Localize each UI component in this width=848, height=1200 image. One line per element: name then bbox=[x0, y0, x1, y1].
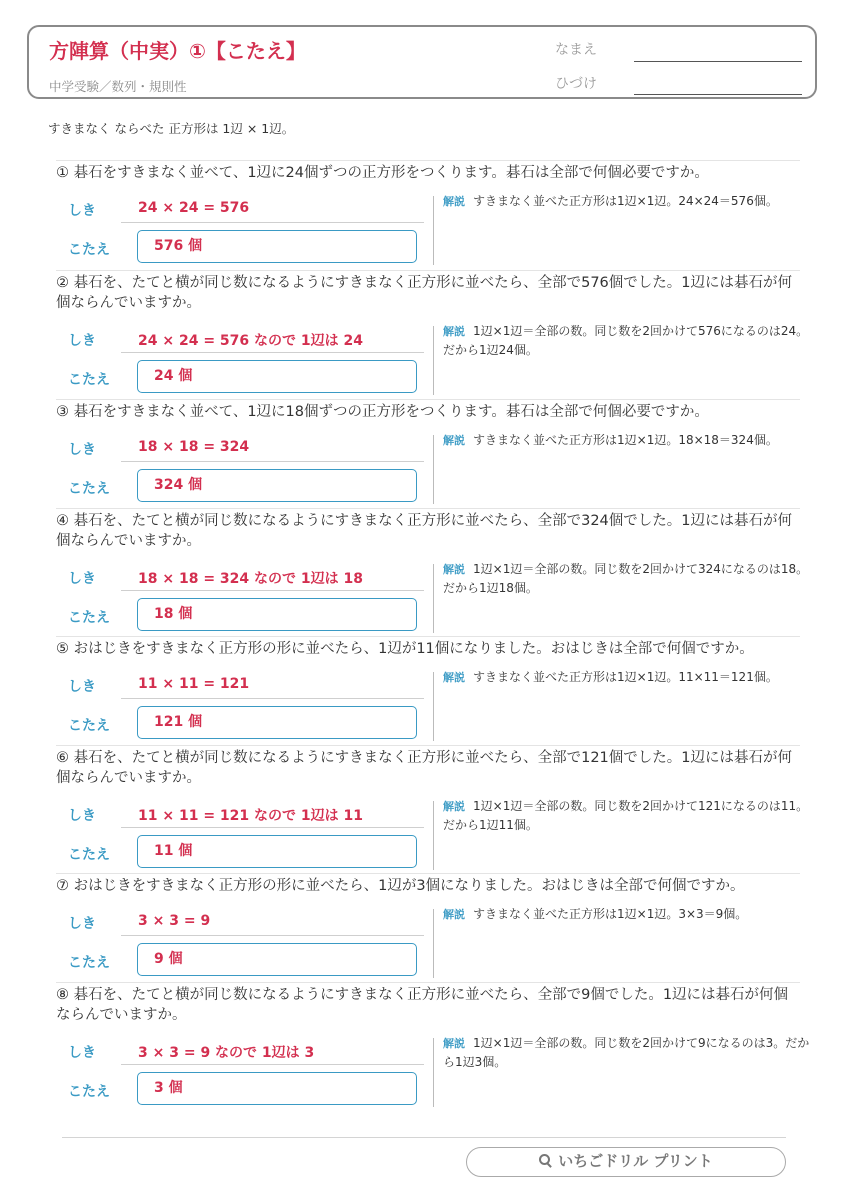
divider-vertical bbox=[433, 564, 434, 633]
explanation-text: すきまなく並べた正方形は1辺×1辺。11×11＝121個。 bbox=[473, 670, 778, 684]
question-text: ⑤ おはじきをすきまなく正方形の形に並べたら、1辺が11個になりました。おはじきは全部で何個ですか。 bbox=[56, 641, 754, 657]
explanation-text: 1辺×1辺＝全部の数。同じ数を2回かけて324になるのは18。だから1辺18個。 bbox=[443, 562, 809, 595]
answer-box: 11 個 bbox=[137, 835, 417, 868]
explanation-tag: 解説 bbox=[443, 1037, 465, 1050]
formula-rule bbox=[121, 827, 424, 828]
divider-vertical bbox=[433, 801, 434, 870]
answer-label: こたえ bbox=[68, 372, 110, 388]
explanation-tag: 解説 bbox=[443, 671, 465, 684]
explanation bbox=[443, 668, 813, 687]
page-subtitle: 中学受験／数列・規則性 bbox=[49, 79, 187, 94]
question-1 bbox=[0, 160, 848, 280]
question-text: ③ 碁石をすきまなく並べて、1辺に18個ずつの正方形をつくります。碁石は全部で何個必要ですか。 bbox=[56, 404, 709, 420]
question-divider bbox=[56, 982, 800, 983]
intro-text: すきまなく ならべた 正方形は 1辺 × 1辺。 bbox=[48, 121, 295, 136]
explanation-tag: 解説 bbox=[443, 908, 465, 921]
formula-rule bbox=[121, 352, 424, 353]
question-5 bbox=[0, 636, 848, 756]
explanation bbox=[443, 322, 813, 360]
question-divider bbox=[56, 160, 800, 161]
name-field-line bbox=[634, 61, 802, 62]
explanation-text: すきまなく並べた正方形は1辺×1辺。3×3＝9個。 bbox=[473, 907, 748, 921]
explanation-text: すきまなく並べた正方形は1辺×1辺。24×24＝576個。 bbox=[473, 194, 778, 208]
answer-box: 18 個 bbox=[137, 598, 417, 631]
answer-label: こたえ bbox=[68, 481, 110, 497]
footer-logo bbox=[466, 1147, 786, 1177]
formula-label: しき bbox=[68, 1045, 96, 1061]
question-divider bbox=[56, 399, 800, 400]
question-text: ② 碁石を、たてと横が同じ数になるようにすきまなく正方形に並べたら、全部で576個でした。1辺には碁石が何個ならんでいますか。 bbox=[56, 275, 793, 311]
question-text: ⑥ 碁石を、たてと横が同じ数になるようにすきまなく正方形に並べたら、全部で121個でした。1辺には碁石が何個ならんでいますか。 bbox=[56, 750, 793, 786]
answer-box: 24 個 bbox=[137, 360, 417, 393]
divider-vertical bbox=[433, 1038, 434, 1107]
worksheet-header bbox=[27, 25, 817, 99]
divider-vertical bbox=[433, 326, 434, 395]
explanation-text: すきまなく並べた正方形は1辺×1辺。18×18＝324個。 bbox=[473, 433, 778, 447]
formula-label: しき bbox=[68, 679, 96, 695]
formula-rule bbox=[121, 698, 424, 699]
question-text: ④ 碁石を、たてと横が同じ数になるようにすきまなく正方形に並べたら、全部で324個でした。1辺には碁石が何個ならんでいますか。 bbox=[56, 513, 793, 549]
divider-vertical bbox=[433, 435, 434, 504]
answer-label: こたえ bbox=[68, 847, 110, 863]
formula-rule bbox=[121, 222, 424, 223]
answer-box: 3 個 bbox=[137, 1072, 417, 1105]
question-text: ⑦ おはじきをすきまなく正方形の形に並べたら、1辺が3個になりました。おはじきは全部で何個ですか。 bbox=[56, 878, 745, 894]
formula-label: しき bbox=[68, 916, 96, 932]
formula-label: しき bbox=[68, 442, 96, 458]
question-text: ① 碁石をすきまなく並べて、1辺に24個ずつの正方形をつくります。碁石は全部で何個必要ですか。 bbox=[56, 165, 709, 181]
question-3 bbox=[0, 399, 848, 519]
question-text: ⑧ 碁石を、たてと横が同じ数になるようにすきまなく正方形に並べたら、全部で9個でした。1辺には碁石が何個ならんでいますか。 bbox=[56, 987, 789, 1023]
date-field-line bbox=[634, 94, 802, 95]
search-icon bbox=[539, 1154, 550, 1165]
footer-divider bbox=[62, 1137, 786, 1138]
footer-logo-text: いちごドリル プリント bbox=[558, 1152, 713, 1170]
question-divider bbox=[56, 270, 800, 271]
explanation-tag: 解説 bbox=[443, 563, 465, 576]
answer-label: こたえ bbox=[68, 610, 110, 626]
question-divider bbox=[56, 508, 800, 509]
formula-value: 24 × 24 = 576 なので 1辺は 24 bbox=[138, 333, 363, 349]
formula-value: 3 × 3 = 9 bbox=[138, 913, 211, 929]
question-divider bbox=[56, 873, 800, 874]
explanation bbox=[443, 431, 813, 450]
formula-value: 24 × 24 = 576 bbox=[138, 200, 250, 216]
formula-value: 3 × 3 = 9 なので 1辺は 3 bbox=[138, 1045, 315, 1061]
explanation-text: 1辺×1辺＝全部の数。同じ数を2回かけて9になるのは3。だから1辺3個。 bbox=[443, 1036, 810, 1069]
formula-rule bbox=[121, 461, 424, 462]
formula-label: しき bbox=[68, 571, 96, 587]
explanation bbox=[443, 192, 813, 211]
question-2 bbox=[0, 270, 848, 390]
divider-vertical bbox=[433, 909, 434, 978]
formula-rule bbox=[121, 590, 424, 591]
page-title: 方陣算（中実）①【こたえ】 bbox=[49, 39, 306, 63]
question-8 bbox=[0, 982, 848, 1102]
answer-box: 9 個 bbox=[137, 943, 417, 976]
answer-label: こたえ bbox=[68, 1084, 110, 1100]
formula-value: 18 × 18 = 324 bbox=[138, 439, 250, 455]
question-divider bbox=[56, 636, 800, 637]
answer-label: こたえ bbox=[68, 242, 110, 258]
answer-box: 121 個 bbox=[137, 706, 417, 739]
explanation-tag: 解説 bbox=[443, 195, 465, 208]
explanation bbox=[443, 560, 813, 598]
divider-vertical bbox=[433, 196, 434, 265]
answer-box: 576 個 bbox=[137, 230, 417, 263]
explanation-tag: 解説 bbox=[443, 434, 465, 447]
formula-rule bbox=[121, 935, 424, 936]
question-divider bbox=[56, 745, 800, 746]
answer-label: こたえ bbox=[68, 718, 110, 734]
explanation bbox=[443, 1034, 813, 1072]
date-label: ひづけ bbox=[555, 76, 597, 92]
explanation bbox=[443, 905, 813, 924]
divider-vertical bbox=[433, 672, 434, 741]
formula-rule bbox=[121, 1064, 424, 1065]
explanation-text: 1辺×1辺＝全部の数。同じ数を2回かけて576になるのは24。だから1辺24個。 bbox=[443, 324, 809, 357]
question-4 bbox=[0, 508, 848, 628]
explanation-tag: 解説 bbox=[443, 325, 465, 338]
formula-value: 11 × 11 = 121 なので 1辺は 11 bbox=[138, 808, 363, 824]
explanation-text: 1辺×1辺＝全部の数。同じ数を2回かけて121になるのは11。だから1辺11個。 bbox=[443, 799, 809, 832]
formula-label: しき bbox=[68, 333, 96, 349]
formula-label: しき bbox=[68, 203, 96, 219]
answer-label: こたえ bbox=[68, 955, 110, 971]
formula-value: 11 × 11 = 121 bbox=[138, 676, 250, 692]
question-6 bbox=[0, 745, 848, 865]
explanation bbox=[443, 797, 813, 835]
question-7 bbox=[0, 873, 848, 993]
name-label: なまえ bbox=[555, 42, 597, 58]
formula-value: 18 × 18 = 324 なので 1辺は 18 bbox=[138, 571, 363, 587]
formula-label: しき bbox=[68, 808, 96, 824]
explanation-tag: 解説 bbox=[443, 800, 465, 813]
answer-box: 324 個 bbox=[137, 469, 417, 502]
